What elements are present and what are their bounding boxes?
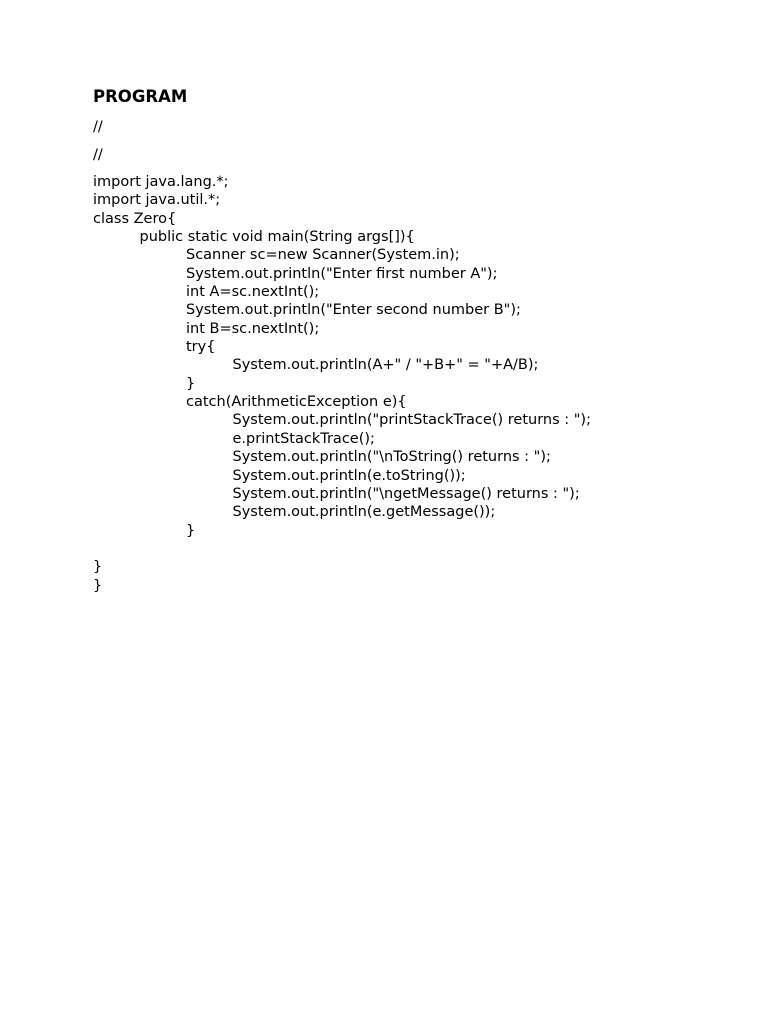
code-line: System.out.println("\ngetMessage() returns : "); xyxy=(232,485,580,502)
code-line: System.out.println("printStackTrace() returns : "); xyxy=(232,412,591,429)
comment-line: // xyxy=(93,119,103,135)
code-block xyxy=(93,173,591,595)
code-line: } xyxy=(93,577,103,594)
code-line: System.out.println("\nToString() returns : "); xyxy=(232,449,551,466)
code-line: System.out.println(A+" / "+B+" = "+A/B); xyxy=(232,357,539,374)
code-line: import java.util.*; xyxy=(93,192,221,209)
code-line: } xyxy=(186,375,196,392)
comment-line: // xyxy=(93,147,103,163)
code-line: Scanner sc=new Scanner(System.in); xyxy=(186,247,460,264)
page-title: PROGRAM xyxy=(93,87,188,106)
code-line: System.out.println("Enter first number A"); xyxy=(186,265,498,282)
code-line: import java.lang.*; xyxy=(93,174,229,190)
code-line: try{ xyxy=(186,339,216,356)
code-line: int A=sc.nextInt(); xyxy=(186,284,320,301)
code-line: System.out.println(e.toString()); xyxy=(232,467,466,484)
code-line: System.out.println("Enter second number B"); xyxy=(186,302,521,319)
code-line: public static void main(String args[]){ xyxy=(139,229,415,246)
code-line: } xyxy=(186,522,196,539)
blank-line xyxy=(93,540,591,558)
code-line: int B=sc.nextInt(); xyxy=(186,320,320,337)
code-line: catch(ArithmeticException e){ xyxy=(186,394,407,411)
code-line: } xyxy=(93,559,103,576)
code-line: System.out.println(e.getMessage()); xyxy=(232,504,496,521)
code-line: class Zero{ xyxy=(93,210,177,227)
code-line: e.printStackTrace(); xyxy=(232,430,375,447)
